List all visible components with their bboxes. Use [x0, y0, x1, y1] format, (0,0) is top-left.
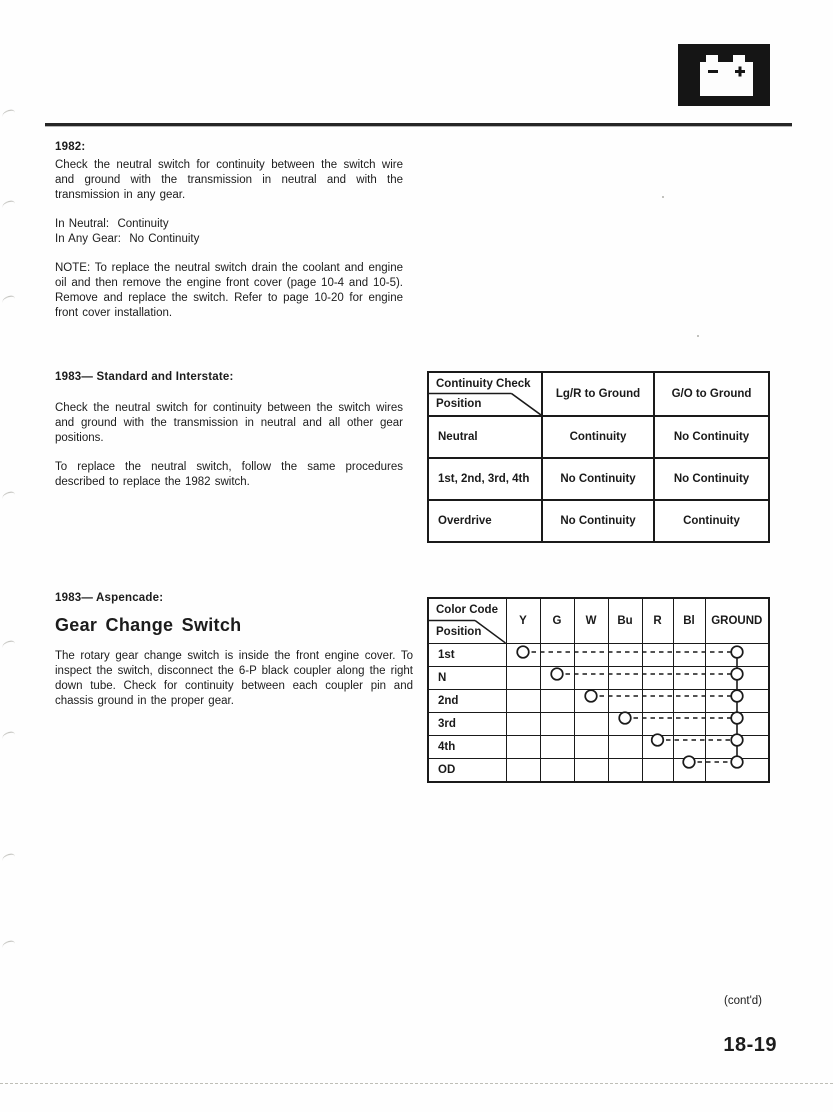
corner-label-bottom: Position [436, 398, 482, 410]
wire-cell [608, 690, 642, 713]
scan-artifact [2, 200, 16, 208]
continuity-table-corner-cell [428, 372, 542, 416]
header-rule [45, 123, 792, 126]
gear-table-body [428, 644, 769, 783]
column-header: Bl [673, 598, 705, 644]
wire-cell [642, 667, 673, 690]
table-row [428, 713, 769, 736]
wire-cell [574, 644, 608, 667]
gear-table-corner-cell [428, 598, 506, 644]
wire-cell [608, 713, 642, 736]
page-bottom-edge [0, 1083, 833, 1084]
wire-cell [540, 713, 574, 736]
wire-cell [574, 713, 608, 736]
wire-cell [540, 667, 574, 690]
wire-cell [574, 736, 608, 759]
wire-cell [673, 713, 705, 736]
battery-icon [678, 44, 770, 106]
section-1983-standard-paragraph-1: Check the neutral switch for continuity between the switch wires and ground with the transmission in neutral and all other gear positions. [55, 402, 403, 444]
wire-cell [705, 690, 769, 713]
scan-artifact [662, 196, 664, 198]
position-cell: Neutral [428, 416, 542, 458]
column-header: GROUND [705, 598, 769, 644]
continuity-table-header-row [428, 372, 769, 416]
column-header: W [574, 598, 608, 644]
wire-cell [574, 690, 608, 713]
gear-table-wrap [427, 597, 770, 775]
wire-cell [705, 644, 769, 667]
corner-label-bottom: Position [436, 626, 482, 638]
wire-cell [506, 667, 540, 690]
section-1983-standard-paragraph-2: To replace the neutral switch, follow the same procedures described to replace the 1982 switch. [55, 461, 403, 488]
any-gear-result-line: In Any Gear: No Continuity [55, 233, 200, 245]
wire-cell [705, 713, 769, 736]
wire-cell [642, 644, 673, 667]
gear-change-switch-heading: Gear Change Switch [55, 615, 242, 635]
wire-cell [673, 736, 705, 759]
continued-label: (cont'd) [724, 995, 762, 1007]
table-row [428, 736, 769, 759]
wire-cell [673, 644, 705, 667]
table-row [428, 759, 769, 783]
value-cell: No Continuity [542, 458, 654, 500]
value-cell: Continuity [654, 500, 769, 542]
scan-artifact [2, 295, 16, 303]
position-cell: 1st, 2nd, 3rd, 4th [428, 458, 542, 500]
scan-artifact [2, 109, 16, 117]
section-1983-aspencade-title: 1983— Aspencade: [55, 592, 164, 604]
battery-icon-art [678, 44, 770, 106]
gear-table-header-row [428, 598, 769, 644]
table-row [428, 644, 769, 667]
continuity-table-body [428, 416, 769, 542]
wire-cell [705, 759, 769, 783]
column-header: Lg/R to Ground [542, 372, 654, 416]
position-cell: OD [428, 759, 506, 783]
section-1983-aspencade-paragraph: The rotary gear change switch is inside the front engine cover. To inspect the switch, disconnect the 6-P black coupler along the right down tube. Check for continuity between each coupler pin and chassis ground in the proper gear. [55, 650, 413, 707]
wire-cell [574, 759, 608, 783]
scan-artifact [2, 731, 16, 739]
value-cell: No Continuity [654, 458, 769, 500]
table-row [428, 458, 769, 500]
value-cell: No Continuity [654, 416, 769, 458]
scan-artifact [2, 640, 16, 648]
section-1983-aspencade [55, 591, 413, 709]
wire-cell [642, 736, 673, 759]
scan-artifact [2, 853, 16, 861]
position-cell: N [428, 667, 506, 690]
section-1982-note: NOTE: To replace the neutral switch drain the coolant and engine oil and then remove the engine front cover (page 10-4 and 10-5). Remove and replace the switch. Refer to page 10-20 for engine front cover installation. [55, 262, 403, 319]
table-row [428, 500, 769, 542]
position-cell: 2nd [428, 690, 506, 713]
wire-cell [705, 736, 769, 759]
scan-artifact [2, 491, 16, 499]
wire-cell [673, 690, 705, 713]
wire-cell [574, 667, 608, 690]
column-header: R [642, 598, 673, 644]
wire-cell [540, 644, 574, 667]
wire-cell [673, 759, 705, 783]
table-row [428, 416, 769, 458]
value-cell: No Continuity [542, 500, 654, 542]
value-cell: Continuity [542, 416, 654, 458]
wire-cell [506, 759, 540, 783]
corner-label-top: Color Code [436, 604, 498, 616]
gear-table [427, 597, 770, 783]
wire-cell [540, 736, 574, 759]
wire-cell [506, 736, 540, 759]
position-cell: 4th [428, 736, 506, 759]
section-1982-paragraph: Check the neutral switch for continuity between the switch wire and ground with the transmission in neutral and with the transmission in any gear. [55, 159, 403, 201]
section-1983-standard-title: 1983— Standard and Interstate: [55, 371, 234, 383]
corner-label-top: Continuity Check [436, 378, 531, 390]
position-cell: 1st [428, 644, 506, 667]
position-cell: 3rd [428, 713, 506, 736]
wire-cell [642, 759, 673, 783]
section-1983-standard [55, 370, 403, 490]
column-header: G [540, 598, 574, 644]
wire-cell [608, 759, 642, 783]
wire-cell [608, 644, 642, 667]
wire-cell [705, 667, 769, 690]
wire-cell [642, 690, 673, 713]
column-header: Y [506, 598, 540, 644]
continuity-table [427, 371, 770, 543]
wire-cell [540, 759, 574, 783]
table-row [428, 690, 769, 713]
scan-artifact [697, 335, 699, 337]
wire-cell [506, 690, 540, 713]
scan-artifact [2, 940, 16, 948]
position-cell: Overdrive [428, 500, 542, 542]
page-number: 18-19 [723, 1034, 777, 1056]
wire-cell [608, 736, 642, 759]
wire-cell [642, 713, 673, 736]
neutral-result-line: In Neutral: Continuity [55, 218, 169, 230]
wire-cell [673, 667, 705, 690]
section-1982 [55, 140, 403, 321]
wire-cell [608, 667, 642, 690]
wire-cell [540, 690, 574, 713]
table-row [428, 667, 769, 690]
column-header: Bu [608, 598, 642, 644]
wire-cell [506, 713, 540, 736]
section-1982-title: 1982: [55, 141, 86, 153]
column-header: G/O to Ground [654, 372, 769, 416]
wire-cell [506, 644, 540, 667]
